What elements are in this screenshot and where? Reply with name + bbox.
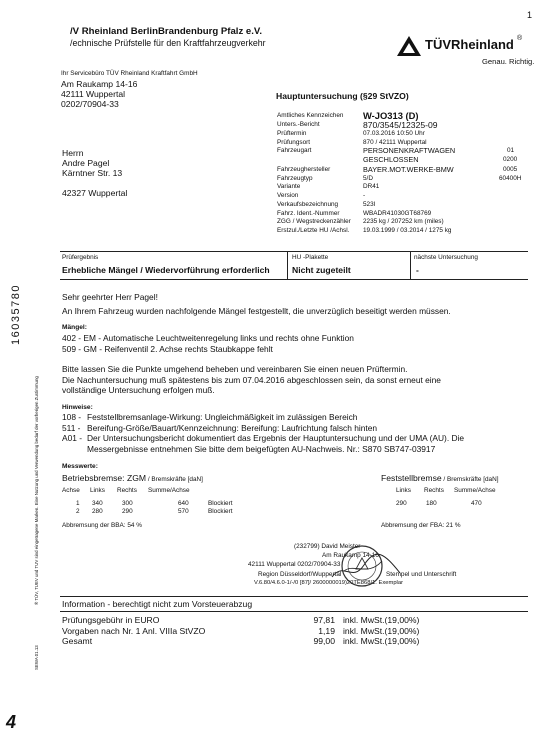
license-plate: W-JO313 (D) bbox=[363, 110, 419, 121]
hinweis-text: Feststellbremsanlage-Wirkung: Ungleichmäßigkeit im zulässigen Bereich bbox=[87, 412, 358, 422]
brake-table-row: 1 340 300 640 Blockiert bbox=[76, 500, 233, 507]
fee-label: Vorgaben nach Nr. 1 Anl. VIIIa StVZO bbox=[62, 625, 206, 636]
feststellbremse-title: Feststellbremse / Bremskräfte [daN] bbox=[381, 473, 499, 483]
hinweis-text: Bereifung-Größe/Bauart/Kennzeichnung: Bereifung: Laufrichtung falsch hinten bbox=[87, 422, 378, 433]
pruefergebnis-heading: Prüfergebnis bbox=[62, 254, 99, 261]
hinweis-code: 511 - bbox=[62, 422, 81, 433]
hinweis-code: A01 - bbox=[62, 433, 83, 443]
stamp-city: 42111 Wuppertal 0202/70904-33 bbox=[248, 561, 341, 568]
office-street: Am Raukamp 14-16 bbox=[61, 79, 138, 89]
messwerte-heading: Messwerte: bbox=[62, 463, 98, 470]
org-subtitle: /echnische Prüfstelle für den Kraftfahrzeugverkehr bbox=[70, 38, 266, 48]
parking-brake-row: 290 180 470 bbox=[396, 500, 482, 507]
brake-table-header: Achse Links Rechts Summe/Achse bbox=[62, 487, 190, 494]
naechste-heading: nächste Untersuchung bbox=[414, 254, 478, 261]
maengel-item: 402 - EM - Automatische Leuchtweitenregelung links und rechts ohne Funktion bbox=[62, 333, 354, 343]
betriebsbremse-title: Betriebsbremse: ZGM / Bremskräfte [daN] bbox=[62, 473, 203, 483]
side-form-code: SEWA 01.13 bbox=[34, 645, 39, 670]
org-name: /V Rheinland BerlinBrandenburg Pfalz e.V. bbox=[70, 26, 263, 37]
notice-text: Bitte lassen Sie die Punkte umgehend beheben und vereinbaren Sie einen neuen Prüftermin. Die Nachuntersuchung muß spätestens bis zum 07.04.2016 abgeschlossen sein, da sonst erneut eine vollständige Untersuchung erfolgen muß. bbox=[62, 364, 441, 395]
stamp-region: Region Düsseldorf/Wuppertal bbox=[258, 571, 342, 578]
recipient-salutation: Herrn bbox=[62, 148, 84, 158]
recipient-name: Andre Pagel bbox=[62, 158, 110, 168]
fee-amount: 97,81 bbox=[313, 615, 335, 625]
result-bottom-rule bbox=[60, 279, 528, 280]
hinweis-text: Der Untersuchungsbericht dokumentiert das Ergebnis der Hauptuntersuchung und der UMA (AU). Die bbox=[87, 433, 465, 443]
margin-number: 1 bbox=[527, 10, 533, 20]
stamp-caption: Stempel und Unterschrift bbox=[386, 571, 457, 578]
office-address bbox=[61, 79, 137, 109]
fee-tax: inkl. MwSt.(19,00%) bbox=[343, 636, 420, 646]
corner-mark: 4 bbox=[6, 712, 17, 732]
abbremsung-bba: Abbremsung der BBA: 54 % bbox=[62, 522, 142, 529]
result-divider-1 bbox=[287, 251, 288, 279]
tuv-logo bbox=[396, 32, 535, 72]
hinweise-list bbox=[62, 412, 532, 458]
stamp-street: Am Raukamp 14-16 bbox=[322, 552, 379, 559]
fee-tax: inkl. MwSt.(19,00%) bbox=[343, 625, 420, 636]
fee-label: Prüfungsgebühr in EURO bbox=[62, 615, 160, 625]
abbremsung-fba: Abbremsung der FBA: 21 % bbox=[381, 522, 461, 529]
stamp-inspector: (232799) David Meister bbox=[294, 543, 361, 550]
maengel-list bbox=[62, 333, 354, 354]
naechste-value: - bbox=[416, 265, 419, 275]
hinweise-heading: Hinweise: bbox=[62, 404, 93, 411]
info-text: Information - berechtigt nicht zum Vorsteuerabzug bbox=[62, 599, 253, 609]
sender-line: Ihr Servicebüro TÜV Rheinland Kraftfahrt GmbH bbox=[61, 70, 198, 77]
info-bottom-rule bbox=[60, 611, 528, 612]
side-number: 16035780 bbox=[10, 284, 22, 345]
stamp-footer: V.6.80/4.6.0-1/-/0 [87]/ 2600000019)20TE868/1. Exemplar bbox=[254, 580, 403, 586]
official-stamp-icon bbox=[324, 543, 404, 589]
document-title: Hauptuntersuchung (§29 StVZO) bbox=[276, 91, 409, 101]
hinweis-code: 108 - bbox=[62, 412, 82, 422]
vehicle-data-table: Amtliches Kennzeichen W-JO313 (D) Unters.-Bericht 870/3545/12325-09 Prüftermin 07.03.2016 10:50 Uhr Prüfungsort 870 / 42111 Wuppertal Fahrzeugart PERSONENKRAFTWAGEN 01 GESCHLOSSEN 0200 Fahrzeughersteller BAYER.MOT.WERKE-BMW 0005 Fahrzeugtyp 5/D 60400H Variante DR41 Version - Verkaufsbezeichnung 523I Fahrz. Ident.-Nummer WBADR41030GT68769 ZGG / Wegstreckenzähler 2235 kg / 207252 km (miles) Erstzul./Letzte HU /Achsl. 19.03.1999 / 03.2014 / 1275 kg bbox=[277, 110, 522, 234]
recipient-address bbox=[62, 148, 127, 198]
side-trademark-text: ® TÜV, TUEV und TUV sind eingetragene Marken. Eine Nutzung und Verwendung bedarf der vorherigen Zustimmung bbox=[34, 376, 39, 605]
maengel-heading: Mängel: bbox=[62, 324, 87, 331]
logo-brand: TÜVRheinland bbox=[425, 37, 514, 52]
fee-amount: 1,19 bbox=[318, 625, 335, 636]
result-divider-2 bbox=[410, 251, 411, 279]
fee-amount: 99,00 bbox=[313, 636, 335, 646]
recipient-blank bbox=[62, 178, 127, 188]
pruefergebnis-value: Erhebliche Mängel / Wiedervorführung erforderlich bbox=[62, 265, 270, 275]
maengel-item: 509 - GM - Reifenventil 2. Achse rechts Staubkappe fehlt bbox=[62, 343, 273, 354]
fee-tax: inkl. MwSt.(19,00%) bbox=[343, 615, 420, 625]
inspector-stamp bbox=[236, 543, 536, 595]
parking-brake-header: Links Rechts Summe/Achse bbox=[396, 487, 496, 494]
plakette-heading: HU -Plakette bbox=[292, 254, 329, 261]
recipient-city: 42327 Wuppertal bbox=[62, 188, 128, 198]
intro-text: An Ihrem Fahrzeug wurden nachfolgende Mängel festgestellt, die unverzüglich beseitigt werden müssen. bbox=[62, 306, 451, 316]
office-city: 42111 Wuppertal bbox=[61, 89, 126, 99]
fees-table bbox=[62, 615, 532, 649]
greeting: Sehr geehrter Herr Pagel! bbox=[62, 292, 158, 302]
brake-table-row: 2 280 290 570 Blockiert bbox=[76, 508, 233, 515]
result-top-rule bbox=[60, 251, 528, 252]
logo-registered: ® bbox=[517, 35, 523, 42]
info-top-rule bbox=[60, 596, 528, 597]
fee-label: Gesamt bbox=[62, 636, 93, 646]
logo-tagline: Genau. Richtig. bbox=[482, 57, 535, 66]
office-phone: 0202/70904-33 bbox=[61, 99, 119, 109]
triangle-logo-icon bbox=[396, 35, 422, 57]
hinweis-text: Messergebnisse entnehmen Sie bitte dem beigefügten AU-Nachweis. Nr.: S870 SB747-03917 bbox=[87, 443, 436, 454]
plakette-value: Nicht zugeteilt bbox=[292, 265, 351, 275]
recipient-street: Kärntner Str. 13 bbox=[62, 168, 123, 178]
